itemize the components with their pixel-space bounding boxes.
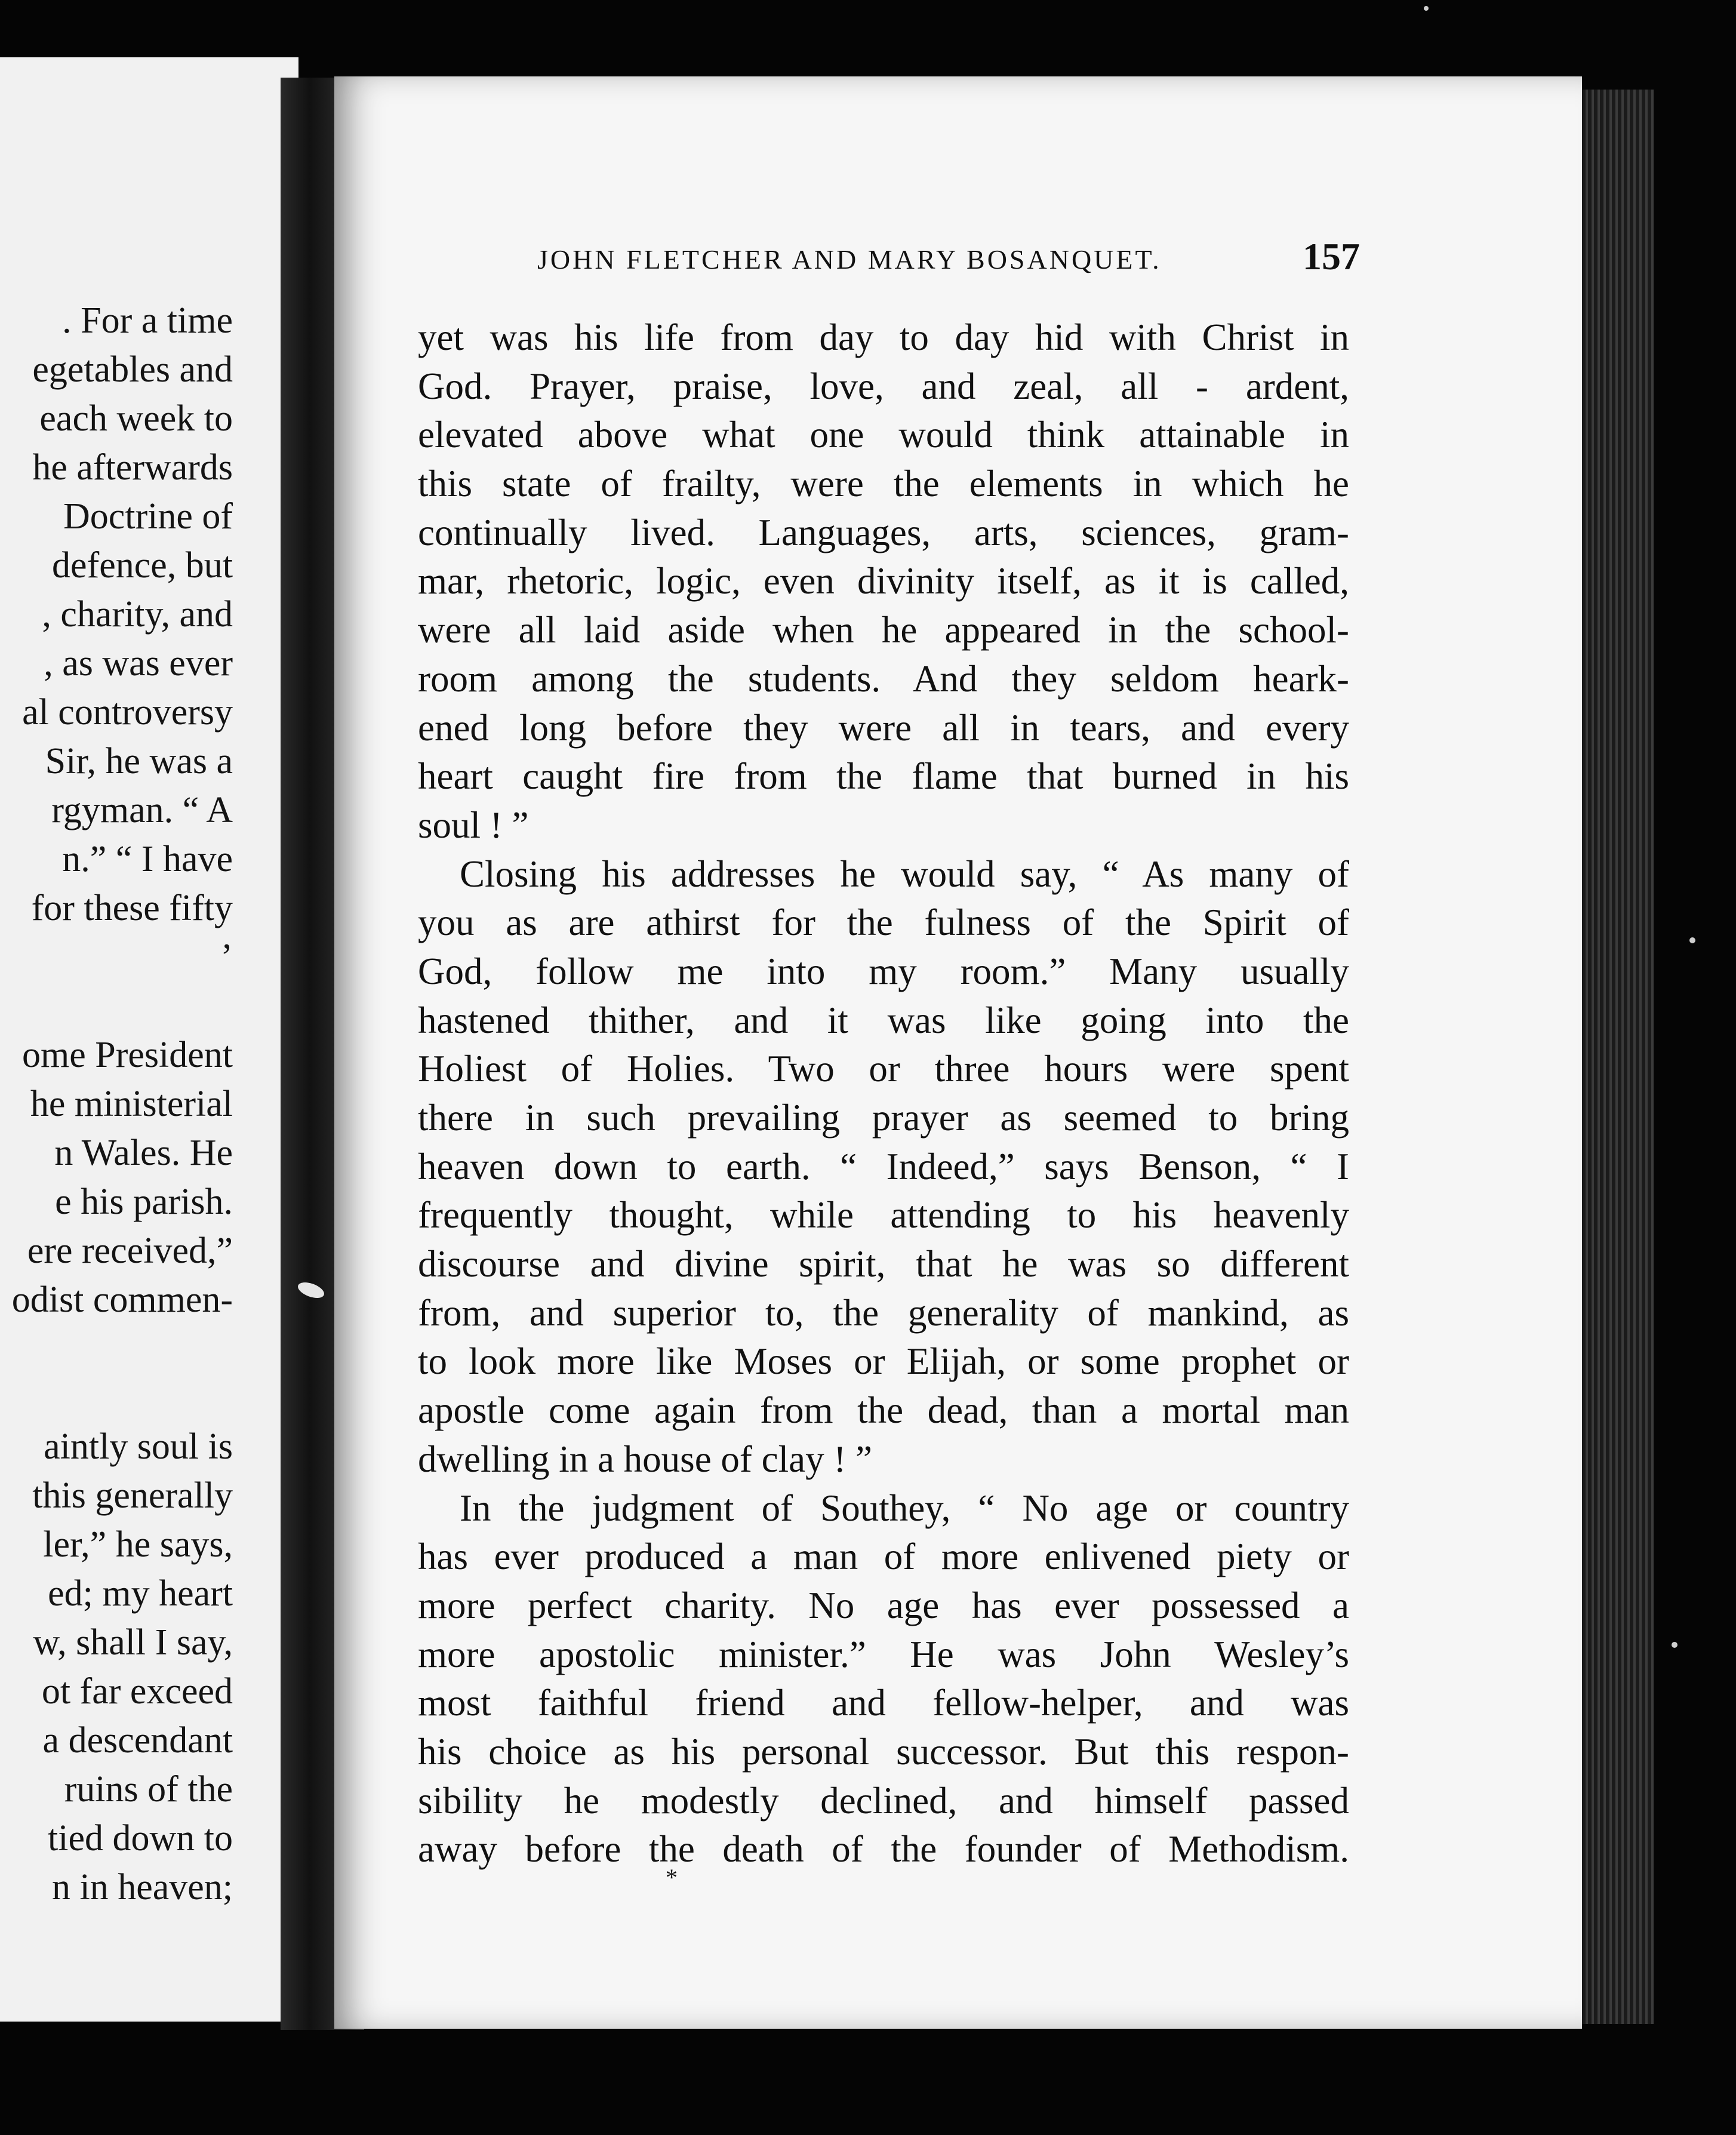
left-line: n in heaven; (51, 1867, 233, 1908)
left-line: defence, but (52, 545, 233, 586)
left-line: he ministerial (30, 1084, 233, 1124)
left-line: e his parish. (55, 1182, 233, 1222)
left-page (0, 57, 298, 2022)
running-head: JOHN FLETCHER AND MARY BOSANQUET. (537, 244, 1162, 275)
text-line: frequently thought, while attending to his heavenly (418, 1194, 1349, 1236)
left-line: ot far exceed (41, 1671, 233, 1712)
text-line: there in such prevailing prayer as seemed to bring (418, 1097, 1349, 1139)
text-line: you as are athirst for the fulness of the Spirit of (418, 902, 1349, 944)
text-line: apostle come again from the dead, than a mortal man (418, 1389, 1349, 1432)
left-line: w, shall I say, (33, 1622, 233, 1663)
text-line: mar, rhetoric, logic, even divinity itself, as it is called, (418, 560, 1349, 602)
text-line: discourse and divine spirit, that he was so different (418, 1243, 1349, 1285)
text-line: hastened thither, and it was like going into the (418, 999, 1349, 1041)
left-line: a descendant (42, 1720, 233, 1761)
text-line: heart caught fire from the flame that burned in his (418, 755, 1349, 798)
text-line: dwelling in a house of clay ! ” (418, 1438, 873, 1480)
left-line (0, 1324, 233, 1373)
page-edges (1582, 90, 1654, 2024)
text-line: sibility he modestly declined, and himself passed (418, 1779, 1349, 1822)
left-line (0, 982, 233, 1030)
left-page-text (0, 296, 233, 1912)
left-line: ’ (220, 937, 233, 977)
scan-speck (1672, 1642, 1677, 1648)
left-line: each week to (39, 398, 233, 439)
left-line: ome President (22, 1035, 233, 1075)
text-line: heaven down to earth. “ Indeed,” says Benson, “ I (418, 1145, 1349, 1188)
left-line: ere received,” (27, 1230, 233, 1271)
left-line: he afterwards (32, 447, 233, 488)
text-line: to look more like Moses or Elijah, or some prophet or (418, 1340, 1349, 1383)
left-line: n.” “ I have (62, 839, 233, 879)
left-line: n Wales. He (54, 1133, 233, 1173)
text-line: God, follow me into my room.” Many usually (418, 950, 1349, 992)
text-line: yet was his life from day to day hid with Christ in (418, 316, 1349, 358)
left-line: . For a time (62, 300, 233, 341)
text-line: away before the death of the founder of Methodism. (418, 1828, 1349, 1871)
left-line: egetables and (32, 349, 233, 390)
text-line: continually lived. Languages, arts, sciences, gram- (418, 511, 1349, 553)
text-line: ened long before they were all in tears, and every (418, 706, 1349, 749)
left-line: Sir, he was a (45, 741, 233, 782)
left-line: , charity, and (42, 594, 233, 635)
left-line: aintly soul is (44, 1426, 233, 1467)
left-line: al controversy (22, 692, 233, 733)
scan-speck (1424, 6, 1429, 11)
left-line: ler,” he says, (43, 1524, 233, 1565)
text-line: this state of frailty, were the elements in which he (418, 463, 1349, 505)
scan-speck (1689, 937, 1695, 943)
text-line: soul ! ” (418, 804, 529, 846)
left-line: , as was ever (44, 643, 233, 684)
footnote-mark: * (666, 1864, 678, 1891)
text-line: elevated above what one would think attainable in (418, 414, 1349, 456)
left-line: this generally (32, 1475, 233, 1516)
text-line: from, and superior to, the generality of mankind, as (418, 1291, 1349, 1334)
text-line: God. Prayer, praise, love, and zeal, all - ardent, (418, 365, 1349, 407)
text-line: has ever produced a man of more enlivened piety or (418, 1536, 1349, 1578)
left-line (0, 1373, 233, 1422)
text-line: more perfect charity. No age has ever possessed a (418, 1584, 1349, 1626)
text-line: Closing his addresses he would say, “ As many of (460, 853, 1349, 895)
text-line: most faithful friend and fellow-helper, and was (418, 1682, 1349, 1724)
left-line: rgyman. “ A (51, 790, 233, 830)
left-line: tied down to (48, 1818, 233, 1859)
text-line: more apostolic minister.” He was John Wesley’s (418, 1633, 1349, 1675)
text-line: In the judgment of Southey, “ No age or country (460, 1487, 1349, 1529)
left-line: Doctrine of (63, 496, 233, 537)
left-line: ed; my heart (48, 1573, 233, 1614)
body-text (418, 313, 1349, 1874)
left-line: ruins of the (64, 1769, 233, 1810)
text-line: his choice as his personal successor. But this respon- (418, 1730, 1349, 1773)
left-line: for these fifty (31, 888, 233, 928)
text-line: room among the students. And they seldom heark- (418, 657, 1349, 700)
text-line: Holiest of Holies. Two or three hours were spent (418, 1048, 1349, 1090)
left-line: odist commen- (11, 1279, 233, 1320)
text-line: were all laid aside when he appeared in the school- (418, 609, 1349, 651)
page-number: 157 (1303, 235, 1360, 278)
